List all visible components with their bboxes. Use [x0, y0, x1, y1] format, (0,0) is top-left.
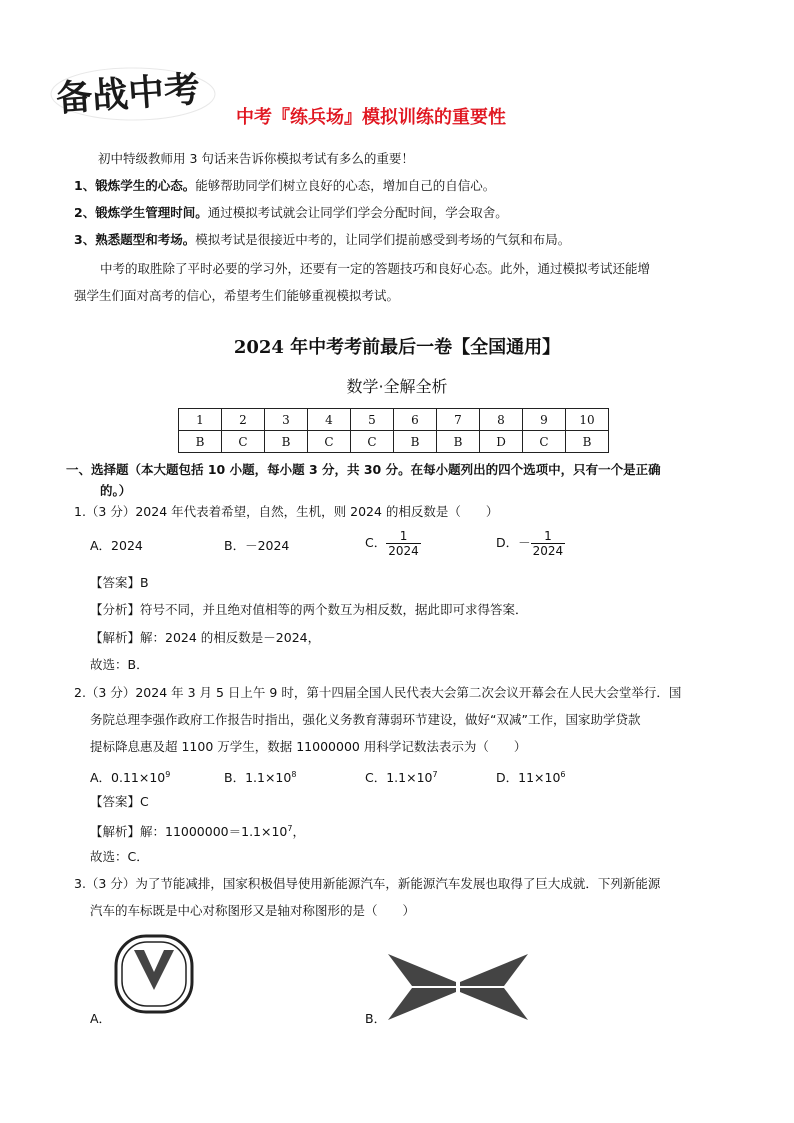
- answer-table: [178, 408, 609, 453]
- option-text: C．1.1×10: [365, 770, 433, 786]
- q2-option-a: [90, 766, 170, 787]
- q3-option-a-figure: [112, 932, 196, 1016]
- solution-tail: ，: [292, 824, 305, 840]
- intro-point-1: [74, 177, 495, 195]
- q1-stem: 1.（3 分）2024 年代表着希望，自然，生机，则 2024 的相反数是（ ）: [74, 504, 499, 519]
- point-head: 1、锻炼学生的心态。: [74, 178, 196, 193]
- q3-stem-line2: 汽车的车标既是中心对称图形又是轴对称图形的是（ ）: [90, 903, 416, 918]
- q2-option-c: [365, 766, 438, 787]
- fraction-denominator: 2024: [532, 544, 564, 558]
- table-cell: 4: [308, 409, 351, 431]
- table-cell: 8: [480, 409, 523, 431]
- q1-analysis: 【分析】符号不同，并且绝对值相等的两个数互为相反数，据此即可求得答案．: [90, 602, 528, 617]
- section-heading-line2: 的。）: [100, 483, 132, 498]
- intro-closing-line1: 中考的取胜除了平时必要的学习外，还要有一定的答题技巧和良好心态。此外，通过模拟考试还能增: [100, 261, 651, 276]
- point-body: 通过模拟考试就会让同学们学会分配时间，学会取舍。: [207, 205, 508, 220]
- point-body: 能够帮助同学们树立良好的心态，增加自己的自信心。: [195, 178, 496, 193]
- table-cell: B: [437, 431, 480, 453]
- fraction-numerator: 1: [386, 529, 421, 544]
- table-cell: B: [394, 431, 437, 453]
- table-cell: 7: [437, 409, 480, 431]
- fraction: [531, 529, 566, 558]
- option-label: C．: [365, 535, 387, 550]
- q1-answer: 【答案】B: [90, 575, 149, 590]
- table-cell: 6: [394, 409, 437, 431]
- q2-option-b: [224, 766, 296, 787]
- exam-subtitle: 数学·全解全析: [346, 377, 448, 396]
- exponent: 7: [287, 824, 293, 833]
- intro-closing-line2: 强学生们面对高考的信心，希望考生们能够重视模拟考试。: [74, 288, 400, 303]
- car-badge-v-icon: [112, 932, 196, 1016]
- fraction-numerator: 1: [531, 529, 566, 544]
- table-cell: B: [179, 431, 222, 453]
- solution-text: 【解析】解：11000000＝1.1×10: [90, 824, 288, 840]
- exponent: 8: [291, 770, 297, 779]
- fraction-denominator: 2024: [388, 544, 419, 558]
- q2-stem-line1: 2.（3 分）2024 年 3 月 5 日上午 9 时，第十四届全国人民代表大会第二次会议开幕会在人民大会堂举行．国: [74, 685, 682, 700]
- table-cell: B: [265, 431, 308, 453]
- table-cell: C: [351, 431, 394, 453]
- point-head: 3、熟悉题型和考场。: [74, 232, 196, 247]
- option-text: B．1.1×10: [224, 770, 292, 786]
- table-cell: 1: [179, 409, 222, 431]
- q3-option-a-label: A．: [90, 1011, 112, 1026]
- exponent: 7: [432, 770, 438, 779]
- table-cell: B: [566, 431, 609, 453]
- exponent: 9: [165, 770, 171, 779]
- logo-text: 备战中考: [54, 69, 202, 120]
- table-cell: 3: [265, 409, 308, 431]
- q2-solution: [90, 820, 305, 841]
- q2-stem-line2: 务院总理李强作政府工作报告时指出，强化义务教育薄弱环节建设，做好“双减”工作，国家助学贷款: [90, 712, 641, 727]
- option-label: D．－: [496, 535, 531, 550]
- q2-answer: 【答案】C: [90, 794, 149, 809]
- option-text: A．0.11×10: [90, 770, 166, 786]
- table-cell: 9: [523, 409, 566, 431]
- q3-option-b-figure: [386, 952, 530, 1022]
- table-cell: 2: [222, 409, 265, 431]
- q1-solution: 【解析】解：2024 的相反数是－2024，: [90, 630, 321, 645]
- q1-option-c: [365, 529, 421, 558]
- option-text: D．11×10: [496, 770, 561, 786]
- fraction: [386, 529, 421, 558]
- answer-table-numbers-row: [179, 409, 609, 431]
- table-cell: D: [480, 431, 523, 453]
- table-cell: 10: [566, 409, 609, 431]
- table-cell: C: [523, 431, 566, 453]
- q2-stem-line3: 提标降息惠及超 1100 万学生，数据 11000000 用科学记数法表示为（ ）: [90, 739, 527, 754]
- car-badge-x-icon: [386, 952, 530, 1022]
- q3-stem-line1: 3.（3 分）为了节能减排，国家积极倡导使用新能源汽车，新能源汽车发展也取得了巨大成就．下列新能源: [74, 876, 661, 891]
- table-cell: C: [222, 431, 265, 453]
- point-head: 2、锻炼学生管理时间。: [74, 205, 208, 220]
- q2-choose: 故选：C．: [90, 849, 149, 864]
- point-body: 模拟考试是很接近中考的，让同学们提前感受到考场的气氛和布局。: [195, 232, 571, 247]
- table-cell: 5: [351, 409, 394, 431]
- q1-choose: 故选：B．: [90, 657, 149, 672]
- q1-option-d: [496, 529, 565, 558]
- exam-title: 2024 年中考考前最后一卷【全国通用】: [233, 337, 561, 358]
- intro-point-3: [74, 231, 570, 249]
- intro-lead: 初中特级教师用 3 句话来告诉你模拟考试有多么的重要！: [98, 151, 414, 166]
- answer-table-answers-row: [179, 431, 609, 453]
- exponent: 6: [560, 770, 566, 779]
- banner-title: 中考『练兵场』模拟训练的重要性: [236, 107, 506, 128]
- q1-option-a: A．2024: [90, 538, 143, 553]
- intro-point-2: [74, 204, 508, 222]
- q3-option-b-label: B．: [365, 1011, 387, 1026]
- section-heading-line1: 一、选择题（本大题包括 10 小题，每小题 3 分，共 30 分。在每小题列出的四个选项中，只有一个是正确: [66, 462, 661, 477]
- q2-option-d: [496, 766, 566, 787]
- q1-option-b: B．－2024: [224, 538, 290, 553]
- table-cell: C: [308, 431, 351, 453]
